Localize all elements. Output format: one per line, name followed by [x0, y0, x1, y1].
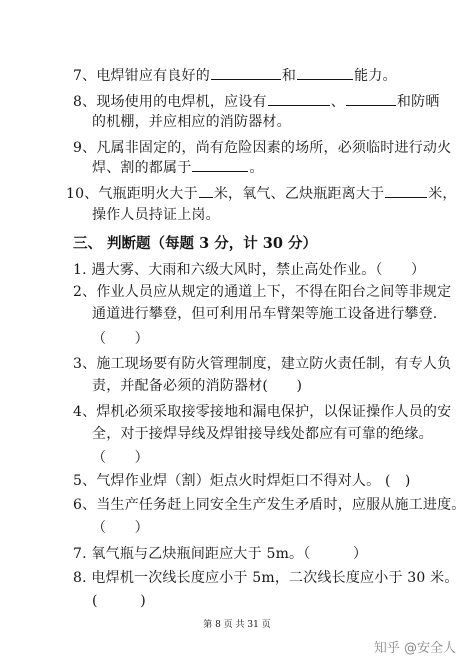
answer-blank	[192, 159, 248, 172]
page-footer: 第 8 页 共 31 页	[203, 620, 271, 630]
judge-question-2-paren: （ ）	[92, 331, 149, 347]
answer-blank	[268, 93, 330, 106]
answer-blank	[385, 185, 427, 198]
judge-question-2: 2、作业人员应从规定的通道上下，不得在阳台之间等非规定	[73, 284, 452, 300]
fill-question-8: 8、现场使用的电焊机，应设有 、 和防晒	[73, 94, 440, 110]
judge-question-4-paren: （ ）	[92, 450, 149, 466]
judge-question-1: 1. 遇大雾、大雨和六级大风时，禁止高处作业。（ ）	[73, 262, 426, 278]
judge-question-6: 6、当生产任务赶上同安全生产发生矛盾时，应服从施工进度。	[73, 497, 466, 513]
section-heading: 三、 判断题（每题 3 分，计 30 分）	[73, 235, 318, 252]
answer-blank	[297, 67, 353, 80]
fill-question-9-line2: 焊、割的都属于 。	[92, 160, 264, 176]
judge-question-6-paren: （ ）	[92, 520, 149, 536]
fill-question-10: 10、气瓶距明火大于 米，氧气、乙炔瓶距离大于 米，	[66, 186, 457, 202]
judge-question-5: 5、气焊作业焊（割）炬点火时焊炬口不得对人。 ( )	[73, 473, 411, 489]
answer-blank	[199, 185, 213, 198]
fill-question-10-line2: 操作人员持证上岗。	[92, 207, 220, 223]
fill-question-8-line2: 的机棚，并应相应的消防器材。	[92, 114, 291, 130]
judge-question-8-paren: ( )	[92, 593, 146, 609]
judge-question-2-line2: 通道进行攀登，但可利用吊车臂架等施工设备进行攀登.	[92, 306, 438, 322]
judge-question-3-line2: 责，并配备必须的消防器材( )	[92, 378, 303, 394]
fill-question-9: 9、凡属非固定的，尚有危险因素的场所，必须临时进行动火	[73, 140, 452, 156]
fill-question-7: 7、电焊钳应有良好的 和 能力。	[73, 68, 397, 84]
judge-question-4-line2: 全，对于接焊导线及焊钳接导线处都应有可靠的绝缘。	[92, 426, 433, 442]
watermark: 知乎 @安全人	[373, 641, 456, 656]
judge-question-4: 4、焊机必须采取接零接地和漏电保护，以保证操作人员的安	[73, 404, 452, 420]
judge-question-3: 3、施工现场要有防火管理制度，建立防火责任制，有专人负	[73, 356, 452, 372]
judge-question-8: 8. 电焊机一次线长度应小于 5m，二次线长度应小于 30 米。	[73, 570, 459, 586]
answer-blank	[211, 67, 281, 80]
judge-question-7: 7. 氧气瓶与乙炔瓶间距应大于 5m。（ ）	[73, 546, 368, 562]
answer-blank	[346, 93, 396, 106]
